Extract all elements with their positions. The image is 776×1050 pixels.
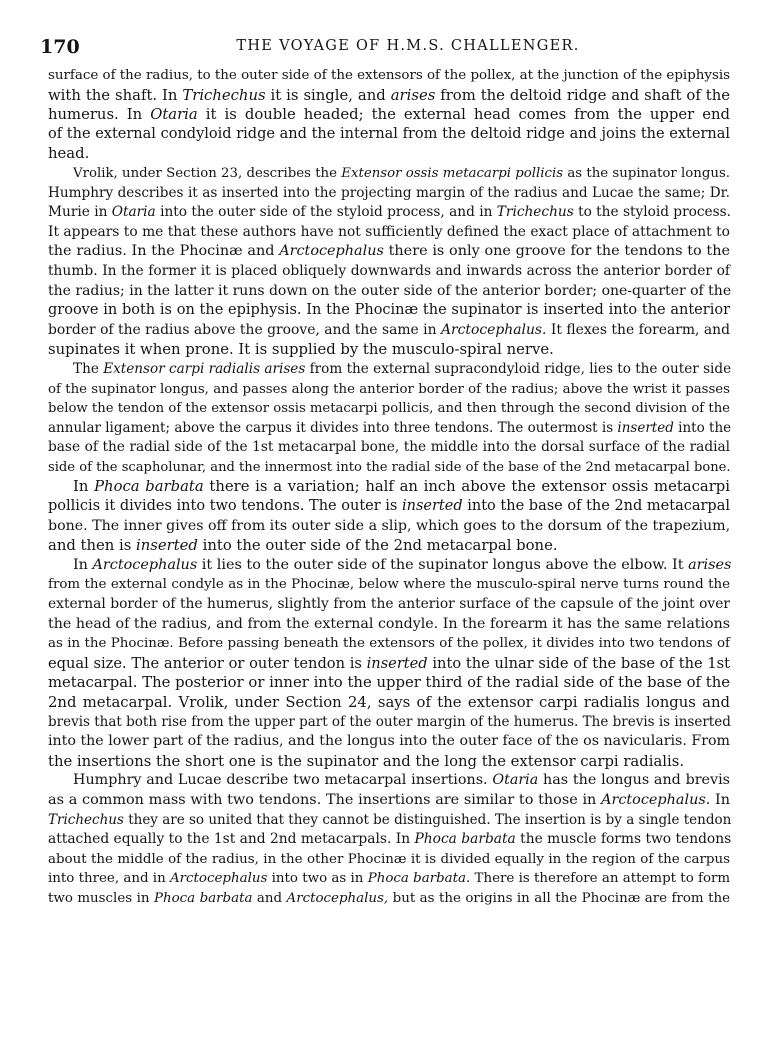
text-line — [48, 262, 730, 282]
text-run: groove in both is on the epiphysis. In the Phocinæ the supinator is inserted into the anterior — [48, 302, 730, 319]
text-line — [48, 654, 730, 674]
text-run: base of the radial side of the 1st metacarpal bone, the middle into the dorsal surface of the radial — [48, 439, 730, 456]
text-line — [48, 105, 730, 125]
text-run: to the styloid process. — [573, 204, 732, 221]
text-run: below the tendon of the extensor ossis metacarpi pollicis, and then through the second division of the — [48, 401, 730, 417]
italic-term: Phoca barbata. — [367, 871, 471, 887]
text-run: into the ulnar side of the base of the 1st — [427, 654, 730, 672]
text-run: head. — [48, 145, 90, 163]
text-line — [48, 477, 730, 497]
text-line — [48, 889, 730, 909]
text-run: external border of the humerus, slightly from the anterior surface of the capsule of the joint over — [48, 596, 730, 613]
text-run: into the outer side of the 2nd metacarpal bone. — [197, 537, 558, 555]
text-line — [48, 203, 730, 223]
text-line — [48, 713, 730, 733]
text-line — [48, 850, 730, 870]
italic-term: Arctocephalus. — [440, 321, 547, 338]
text-run: the radius. In the Phocinæ and — [48, 243, 280, 260]
text-run: brevis that both rise from the upper part of the outer margin of the humerus. The brevis is inserted — [48, 713, 731, 730]
italic-term: inserted — [136, 537, 198, 555]
text-run: it lies to the outer side of the supinator longus above the elbow. It — [197, 556, 689, 573]
text-line — [48, 66, 730, 86]
italic-term: Phoca barbata — [414, 831, 516, 848]
text-run: into three, and in — [48, 871, 170, 887]
text-line — [48, 791, 730, 811]
text-run: annular ligament; above the carpus it divides into three tendons. The outermost is — [48, 419, 618, 436]
text-line — [48, 125, 730, 145]
text-line — [48, 869, 730, 889]
italic-term: Arctocephalus — [92, 556, 198, 573]
text-line — [48, 86, 730, 106]
text-line — [48, 752, 730, 772]
text-run: attached equally to the 1st and 2nd metacarpals. In — [48, 831, 415, 848]
text-line — [48, 223, 730, 243]
running-title: THE VOYAGE OF H.M.S. CHALLENGER. — [236, 38, 580, 54]
text-run: there is a variation; half an inch above the extensor ossis metacarpi — [203, 478, 730, 496]
text-run: two muscles in — [48, 890, 154, 906]
text-run: There is therefore an attempt to form — [470, 871, 731, 887]
text-run: there is only one groove for the tendons to the — [383, 243, 731, 260]
text-line — [48, 693, 730, 713]
page-header — [40, 36, 726, 62]
text-line — [48, 732, 730, 752]
text-run: Vrolik, under Section 23, describes the — [73, 165, 342, 181]
text-run: surface of the radius, to the outer side of the extensors of the pollex, at the junction of the epiphysis — [48, 68, 730, 83]
text-run: the radius; in the latter it runs down on the outer side of the anterior border; one-quarter of the — [48, 282, 732, 299]
text-line — [48, 282, 730, 302]
text-run: pollicis it divides into two tendons. The outer is — [48, 498, 402, 515]
italic-term: Extensor carpi radialis arises — [103, 360, 306, 377]
text-run: into the outer side of the styloid process, and in — [155, 204, 497, 221]
text-run: into the lower part of the radius, and the longus into the outer face of the os navicularis. From — [48, 733, 730, 750]
text-line — [48, 536, 730, 556]
page-number: 170 — [40, 36, 80, 58]
text-line — [48, 517, 730, 537]
italic-term: Arctocephalus — [169, 871, 268, 887]
text-run: side of the scapholunar, and the innermost into the radial side of the base of the 2nd metacarpal bone. — [48, 459, 731, 475]
text-run: they are so united that they cannot be distinguished. The insertion is by a single tendon — [123, 811, 732, 828]
text-run: as in the Phocinæ. Before passing beneath the extensors of the pollex, it divides into two tendons of — [48, 636, 730, 652]
text-line — [48, 164, 730, 184]
text-run: In — [73, 556, 93, 573]
italic-term: Trichechus — [182, 86, 266, 104]
text-run: supinates it when prone. It is supplied by the musculo-spiral nerve. — [48, 341, 554, 359]
text-run: from the external condyle as in the Phocinæ, below where the musculo-spiral nerve turns round the — [48, 577, 730, 593]
italic-term: Trichechus — [48, 811, 124, 828]
text-run: Humphry describes it as inserted into the projecting margin of the radius and Lucae the same; Dr. — [48, 184, 730, 201]
text-run: humerus. In — [48, 106, 151, 124]
text-run: the head of the radius, and from the external condyle. In the forearm it has the same relations — [48, 615, 730, 632]
text-run: of the supinator longus, and passes along the anterior border of the radius; above the wrist it passes — [48, 381, 730, 397]
text-run: it is double headed; the external head comes from the upper end — [197, 106, 731, 124]
text-line — [48, 497, 730, 517]
text-line — [48, 242, 730, 262]
italic-term: Arctocephalus. — [601, 791, 711, 808]
italic-term: Arctocephalus, — [286, 890, 389, 906]
text-run: Murie in — [48, 204, 112, 221]
text-run: Humphry and Lucae describe two metacarpal insertions. — [73, 772, 493, 789]
text-line — [48, 399, 730, 419]
text-line — [48, 771, 730, 791]
text-run: border of the radius above the groove, and the same in — [48, 321, 441, 338]
italic-term: Otaria — [492, 772, 539, 789]
text-line — [48, 458, 730, 478]
paragraph — [48, 360, 730, 478]
text-run: into the base of the 2nd metacarpal — [462, 498, 730, 515]
italic-term: Phoca barbata — [153, 890, 253, 906]
text-line — [48, 615, 730, 635]
text-run: with the shaft. In — [48, 86, 183, 104]
text-run: It appears to me that these authors have not sufficiently defined the exact place of attachment to — [48, 223, 730, 240]
text-run: into two as in — [267, 871, 368, 887]
text-line — [48, 380, 730, 400]
paragraph — [48, 771, 730, 908]
italic-term: inserted — [402, 498, 463, 515]
text-run: bone. The inner gives off from its outer side a slip, which goes to the dorsum of the trapezium, — [48, 517, 731, 534]
text-line — [48, 595, 730, 615]
text-run: It flexes the forearm, and — [546, 321, 731, 338]
text-run: equal size. The anterior or outer tendon is — [48, 654, 367, 672]
text-run: the insertions the short one is the supinator and the long the extensor carpi radialis. — [48, 752, 685, 770]
text-run: it is single, and — [265, 86, 391, 104]
text-run: and — [252, 890, 287, 906]
text-run: from the external supracondyloid ridge, lies to the outer side — [305, 360, 732, 377]
text-run: has the longus and brevis — [538, 772, 731, 789]
text-line — [48, 634, 730, 654]
text-run: from the deltoid ridge and shaft of the — [435, 86, 730, 104]
text-line — [48, 340, 730, 360]
italic-term: Arctocephalus — [279, 243, 384, 260]
text-line — [48, 321, 730, 341]
paragraph — [48, 164, 730, 360]
text-run: thumb. In the former it is placed obliquely downwards and inwards across the anterior border of — [48, 262, 730, 279]
text-line — [48, 438, 730, 458]
italic-term: Otaria — [111, 204, 156, 221]
italic-term: arises — [390, 86, 436, 104]
text-run: In — [710, 791, 730, 808]
text-run: as a common mass with two tendons. The insertions are similar to those in — [48, 791, 602, 808]
text-run: of the external condyloid ridge and the internal from the deltoid ridge and joins the external — [48, 125, 730, 142]
text-line — [48, 419, 730, 439]
text-run: about the middle of the radius, in the other Phocinæ it is divided equally in the region of the carpus — [48, 851, 730, 867]
italic-term: arises — [688, 556, 732, 573]
text-run: the muscle forms two tendons — [515, 831, 732, 848]
text-line — [48, 673, 730, 693]
text-line — [48, 556, 730, 576]
italic-term: inserted — [366, 654, 428, 672]
text-run: 2nd metacarpal. Vrolik, under Section 24, says of the extensor carpi radialis longus and — [48, 694, 730, 711]
italic-term: Otaria — [150, 106, 198, 124]
text-line — [48, 301, 730, 321]
italic-term: Phoca barbata — [94, 478, 204, 496]
text-line — [48, 360, 730, 380]
paragraph — [48, 477, 730, 555]
text-line — [48, 811, 730, 831]
text-run: The — [73, 360, 104, 377]
italic-term: Extensor ossis metacarpi pollicis — [341, 165, 564, 181]
paragraph — [48, 66, 730, 164]
text-line — [48, 184, 730, 204]
italic-term: Trichechus — [496, 204, 574, 221]
text-line — [48, 575, 730, 595]
text-run: into the — [673, 419, 732, 436]
text-run: and then is — [48, 537, 137, 555]
text-line — [48, 830, 730, 850]
italic-term: inserted — [617, 419, 674, 436]
text-run: In — [73, 478, 95, 496]
text-line — [48, 144, 730, 164]
paragraph — [48, 556, 730, 772]
text-run: but as the origins in all the Phocinæ are from the — [388, 890, 730, 906]
text-run: as the supinator longus. — [563, 165, 730, 181]
body-text — [48, 66, 730, 909]
text-run: metacarpal. The posterior or inner into the upper third of the radial side of the base of the — [48, 674, 730, 692]
